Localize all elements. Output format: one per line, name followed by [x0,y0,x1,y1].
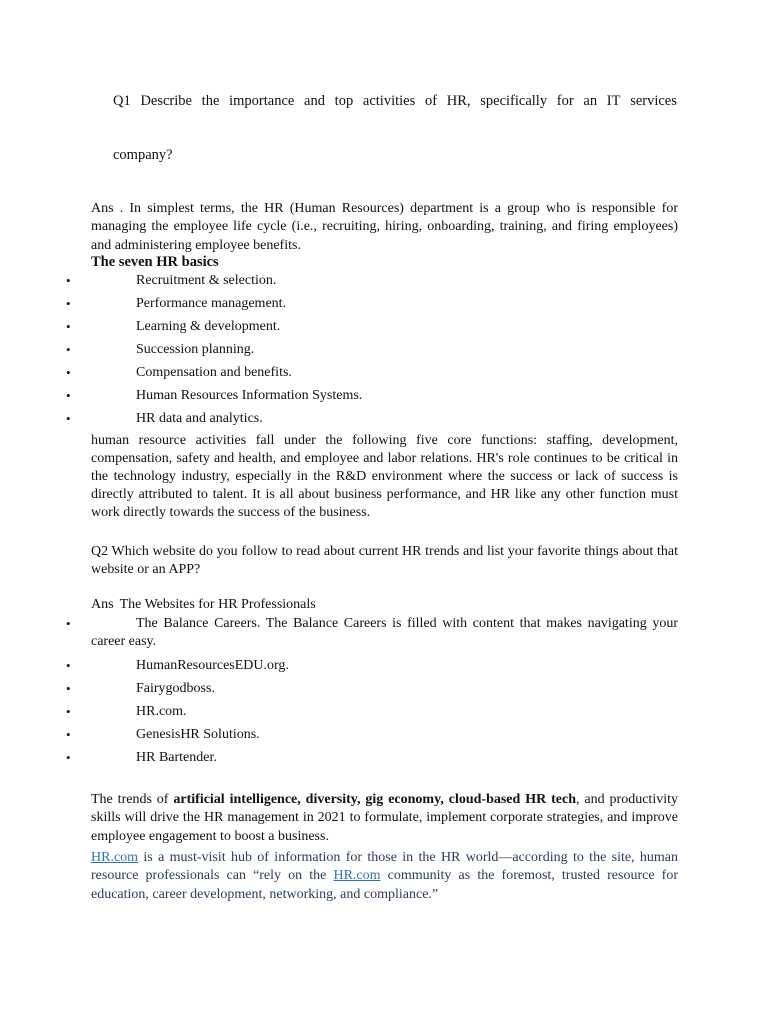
bullet-icon: • [66,342,71,357]
list-item-text: The Balance Careers. The Balance Careers is filled with content that makes navigating your career easy. [91,616,678,650]
core-functions-paragraph: human resource activities fall under the following five core functions: staffing, development, compensation, safety and health, and employee and labor relations. HR's role continues to be critical in the technology industry, especially in the R&D environment where the success or lack of success is directly attributed to talent. It is all about business performance, and HR like any other function must work directly towards the success of the business. [91,433,678,520]
question-1-word: importance [229,93,295,109]
question-1-word: the [201,93,220,109]
question-1-word: activities [362,93,416,109]
bullet-icon: • [66,704,71,719]
question-1 [113,93,677,110]
list-item-text: HR Bartender. [136,750,217,765]
answer-2-heading [91,597,316,613]
hr-basics-heading: The seven HR basics [91,254,219,270]
list-item [0,318,680,341]
hrcom-text-2: community as the foremost, trusted resource for education, career development, networking, and compliance.” [91,868,678,902]
list-item-text: HumanResourcesEDU.org. [136,658,289,673]
websites-list [0,615,680,772]
list-item-text: Compensation and benefits. [136,365,292,380]
list-item [0,615,680,657]
bullet-icon: • [66,727,71,742]
hrcom-link[interactable]: HR.com [91,850,139,865]
question-1-word: and [304,93,325,109]
list-item [0,657,680,680]
bullet-icon: • [66,616,71,631]
list-item-text: Learning & development. [136,319,281,334]
question-1-word: specifically [480,93,548,109]
list-item-text: HR data and analytics. [136,411,263,426]
list-item [0,364,680,387]
list-item [0,703,680,726]
trends-paragraph [91,791,678,846]
bullet-icon: • [66,658,71,673]
list-item [0,680,680,703]
list-item [0,749,680,772]
list-item [0,272,680,295]
bullet-icon: • [66,750,71,765]
trends-bold: artificial intelligence, diversity, gig economy, cloud-based HR tech [173,792,577,807]
bullet-icon: • [66,411,71,426]
list-item-text: Human Resources Information Systems. [136,388,363,403]
list-item [0,387,680,410]
answer-2-text: The Websites for HR Professionals [119,597,316,612]
question-1-label: Q1 [113,93,131,109]
question-1-word: an [583,93,598,109]
answer-1-paragraph: Ans . In simplest terms, the HR (Human Resources) department is a group who is responsible for managing the employee life cycle (i.e., recruiting, hiring, onboarding, training, and firing employees) and administering employee benefits. [91,201,678,253]
hrcom-text-1: is a must-visit hub of information for those in the HR world—according to the site, human resource professionals can “rely on the [91,850,678,884]
trends-prefix: The trends of [91,792,174,807]
hrcom-link[interactable]: HR.com [333,868,381,884]
question-1-word: Describe [140,93,192,109]
bullet-icon: • [66,681,71,696]
hrcom-paragraph [91,849,678,904]
answer-2-prefix: Ans [91,597,114,612]
question-1-word: HR, [446,93,471,109]
list-item-text: HR.com. [136,704,187,719]
bullet-icon: • [66,365,71,380]
list-item-text: Recruitment & selection. [136,273,277,288]
question-1-word: top [334,93,354,109]
question-1-continuation: company? [113,147,173,163]
list-item-text: Succession planning. [136,342,255,357]
question-1-word: services [630,93,677,109]
question-2: Q2 Which website do you follow to read about current HR trends and list your favorite things about that website or an APP? [91,544,678,578]
bullet-icon: • [66,319,71,334]
list-item [0,341,680,364]
bullet-icon: • [66,388,71,403]
question-1-word: for [556,93,574,109]
bullet-icon: • [66,273,71,288]
question-1-word: of [424,93,438,109]
list-item-text: GenesisHR Solutions. [136,727,260,742]
list-item-text: Performance management. [136,296,287,311]
list-item [0,726,680,749]
list-item [0,295,680,318]
list-item-text: Fairygodboss. [136,681,215,696]
hr-basics-list [0,272,680,433]
bullet-icon: • [66,296,71,311]
trends-suffix: , and productivity skills will drive the HR management in 2021 to formulate, implement corporate strategies, and improve employee engagement to boost a business. [91,792,678,844]
list-item [0,410,680,433]
question-1-word: IT [606,93,621,109]
